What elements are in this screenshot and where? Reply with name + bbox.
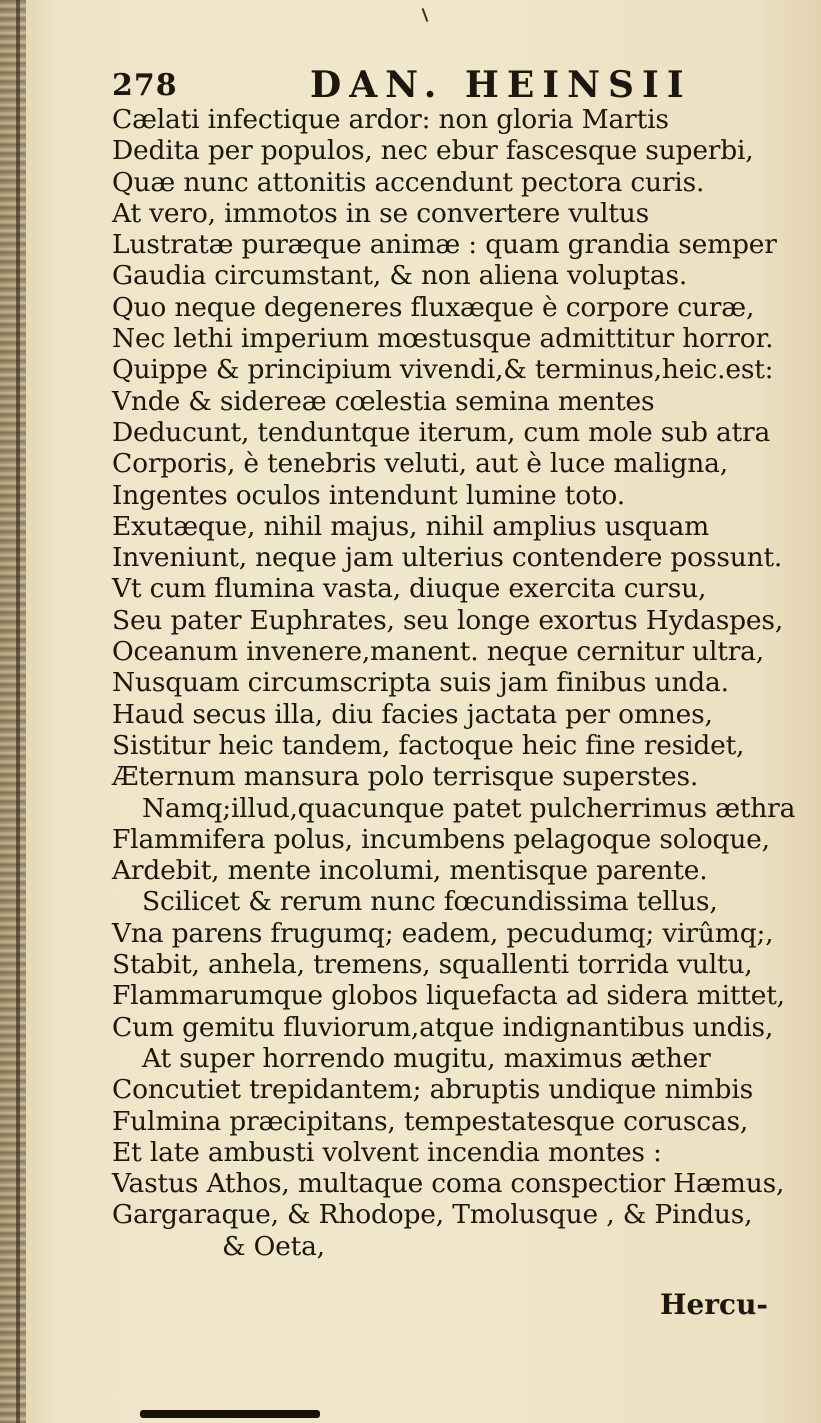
verse-line: Æternum mansura polo terrisque superstes. xyxy=(112,761,699,793)
verse-line: Ingentes oculos intendunt lumine toto. xyxy=(112,479,625,511)
binding-gutter xyxy=(0,0,26,1423)
verse-line: Lustratæ puræque animæ : quam grandia semper xyxy=(112,229,777,261)
verse-line: Scilicet & rerum nunc fœcundissima tellus, xyxy=(142,886,718,918)
verse-line: Nec lethi imperium mœstusque admittitur horror. xyxy=(112,323,774,355)
verse-line: Stabit, anhela, tremens, squallenti torrida vultu, xyxy=(112,949,753,981)
verse-line: Nusquam circumscripta suis jam finibus unda. xyxy=(112,667,729,699)
verse-line: Fulmina præcipitans, tempestatesque coruscas, xyxy=(112,1105,749,1137)
verse-line: Concutiet trepidantem; abruptis undique nimbis xyxy=(112,1074,753,1106)
verse-line: Quæ nunc attonitis accendunt pectora curis. xyxy=(112,166,705,198)
page-number: 278 xyxy=(112,68,178,103)
verse-line: Flammifera polus, incumbens pelagoque soloque, xyxy=(112,823,770,855)
catchword: Hercu- xyxy=(660,1288,769,1321)
verse-line: Cum gemitu fluviorum,atque indignantibus undis, xyxy=(112,1011,774,1043)
poem-text xyxy=(112,104,796,1262)
verse-line: Vnde & sidereæ cœlestia semina mentes xyxy=(112,385,655,417)
verse-line: Cælati infectique ardor: non gloria Martis xyxy=(112,104,669,135)
verse-line: Gargaraque, & Rhodope, Tmolusque , & Pindus, xyxy=(112,1199,753,1231)
verse-line: Namq;illud,quacunque patet pulcherrimus æthra xyxy=(142,792,796,824)
verse-line: Gaudia circumstant, & non aliena voluptas. xyxy=(112,260,688,292)
verse-line: Oceanum invenere,manent. neque cernitur ultra, xyxy=(112,636,765,668)
verse-line: & Oeta, xyxy=(222,1230,325,1262)
verse-line: Haud secus illa, diu facies jactata per omnes, xyxy=(112,698,713,730)
verse-line: Deducunt, tenduntque iterum, cum mole sub atra xyxy=(112,416,771,448)
verse-line: At super horrendo mugitu, maximus æther xyxy=(142,1042,711,1074)
verse-line: Corporis, è tenebris veluti, aut è luce maligna, xyxy=(112,448,728,480)
verse-line: Quo neque degeneres fluxæque è corpore curæ, xyxy=(112,291,755,323)
verse-line: Inveniunt, neque jam ulterius contendere possunt. xyxy=(112,542,783,574)
running-title-author: DAN. HEINSII xyxy=(310,64,692,106)
verse-line: Quippe & principium vivendi,& terminus,heic.est: xyxy=(112,354,774,386)
verse-line: Flammarumque globos liquefacta ad sidera mittet, xyxy=(112,980,785,1012)
verse-line: Vt cum flumina vasta, diuque exercita cursu, xyxy=(112,573,707,605)
verse-line: Exutæque, nihil majus, nihil amplius usquam xyxy=(112,510,710,542)
binding-edge xyxy=(16,0,20,1423)
verse-line: At vero, immotos in se convertere vultus xyxy=(112,197,649,229)
ink-mark xyxy=(422,8,429,22)
verse-line: Ardebit, mente incolumi, mentisque parente. xyxy=(112,855,708,887)
verse-line: Et late ambusti volvent incendia montes : xyxy=(112,1136,662,1168)
bottom-rule xyxy=(140,1410,320,1418)
verse-line: Vastus Athos, multaque coma conspectior Hæmus, xyxy=(112,1168,785,1200)
verse-line: Seu pater Euphrates, seu longe exortus Hydaspes, xyxy=(112,604,784,636)
verse-line: Dedita per populos, nec ebur fascesque superbi, xyxy=(112,135,754,167)
verse-line: Vna parens frugumq; eadem, pecudumq; virûmq;, xyxy=(112,917,774,949)
verse-line: Sistitur heic tandem, factoque heic fine residet, xyxy=(112,729,745,761)
